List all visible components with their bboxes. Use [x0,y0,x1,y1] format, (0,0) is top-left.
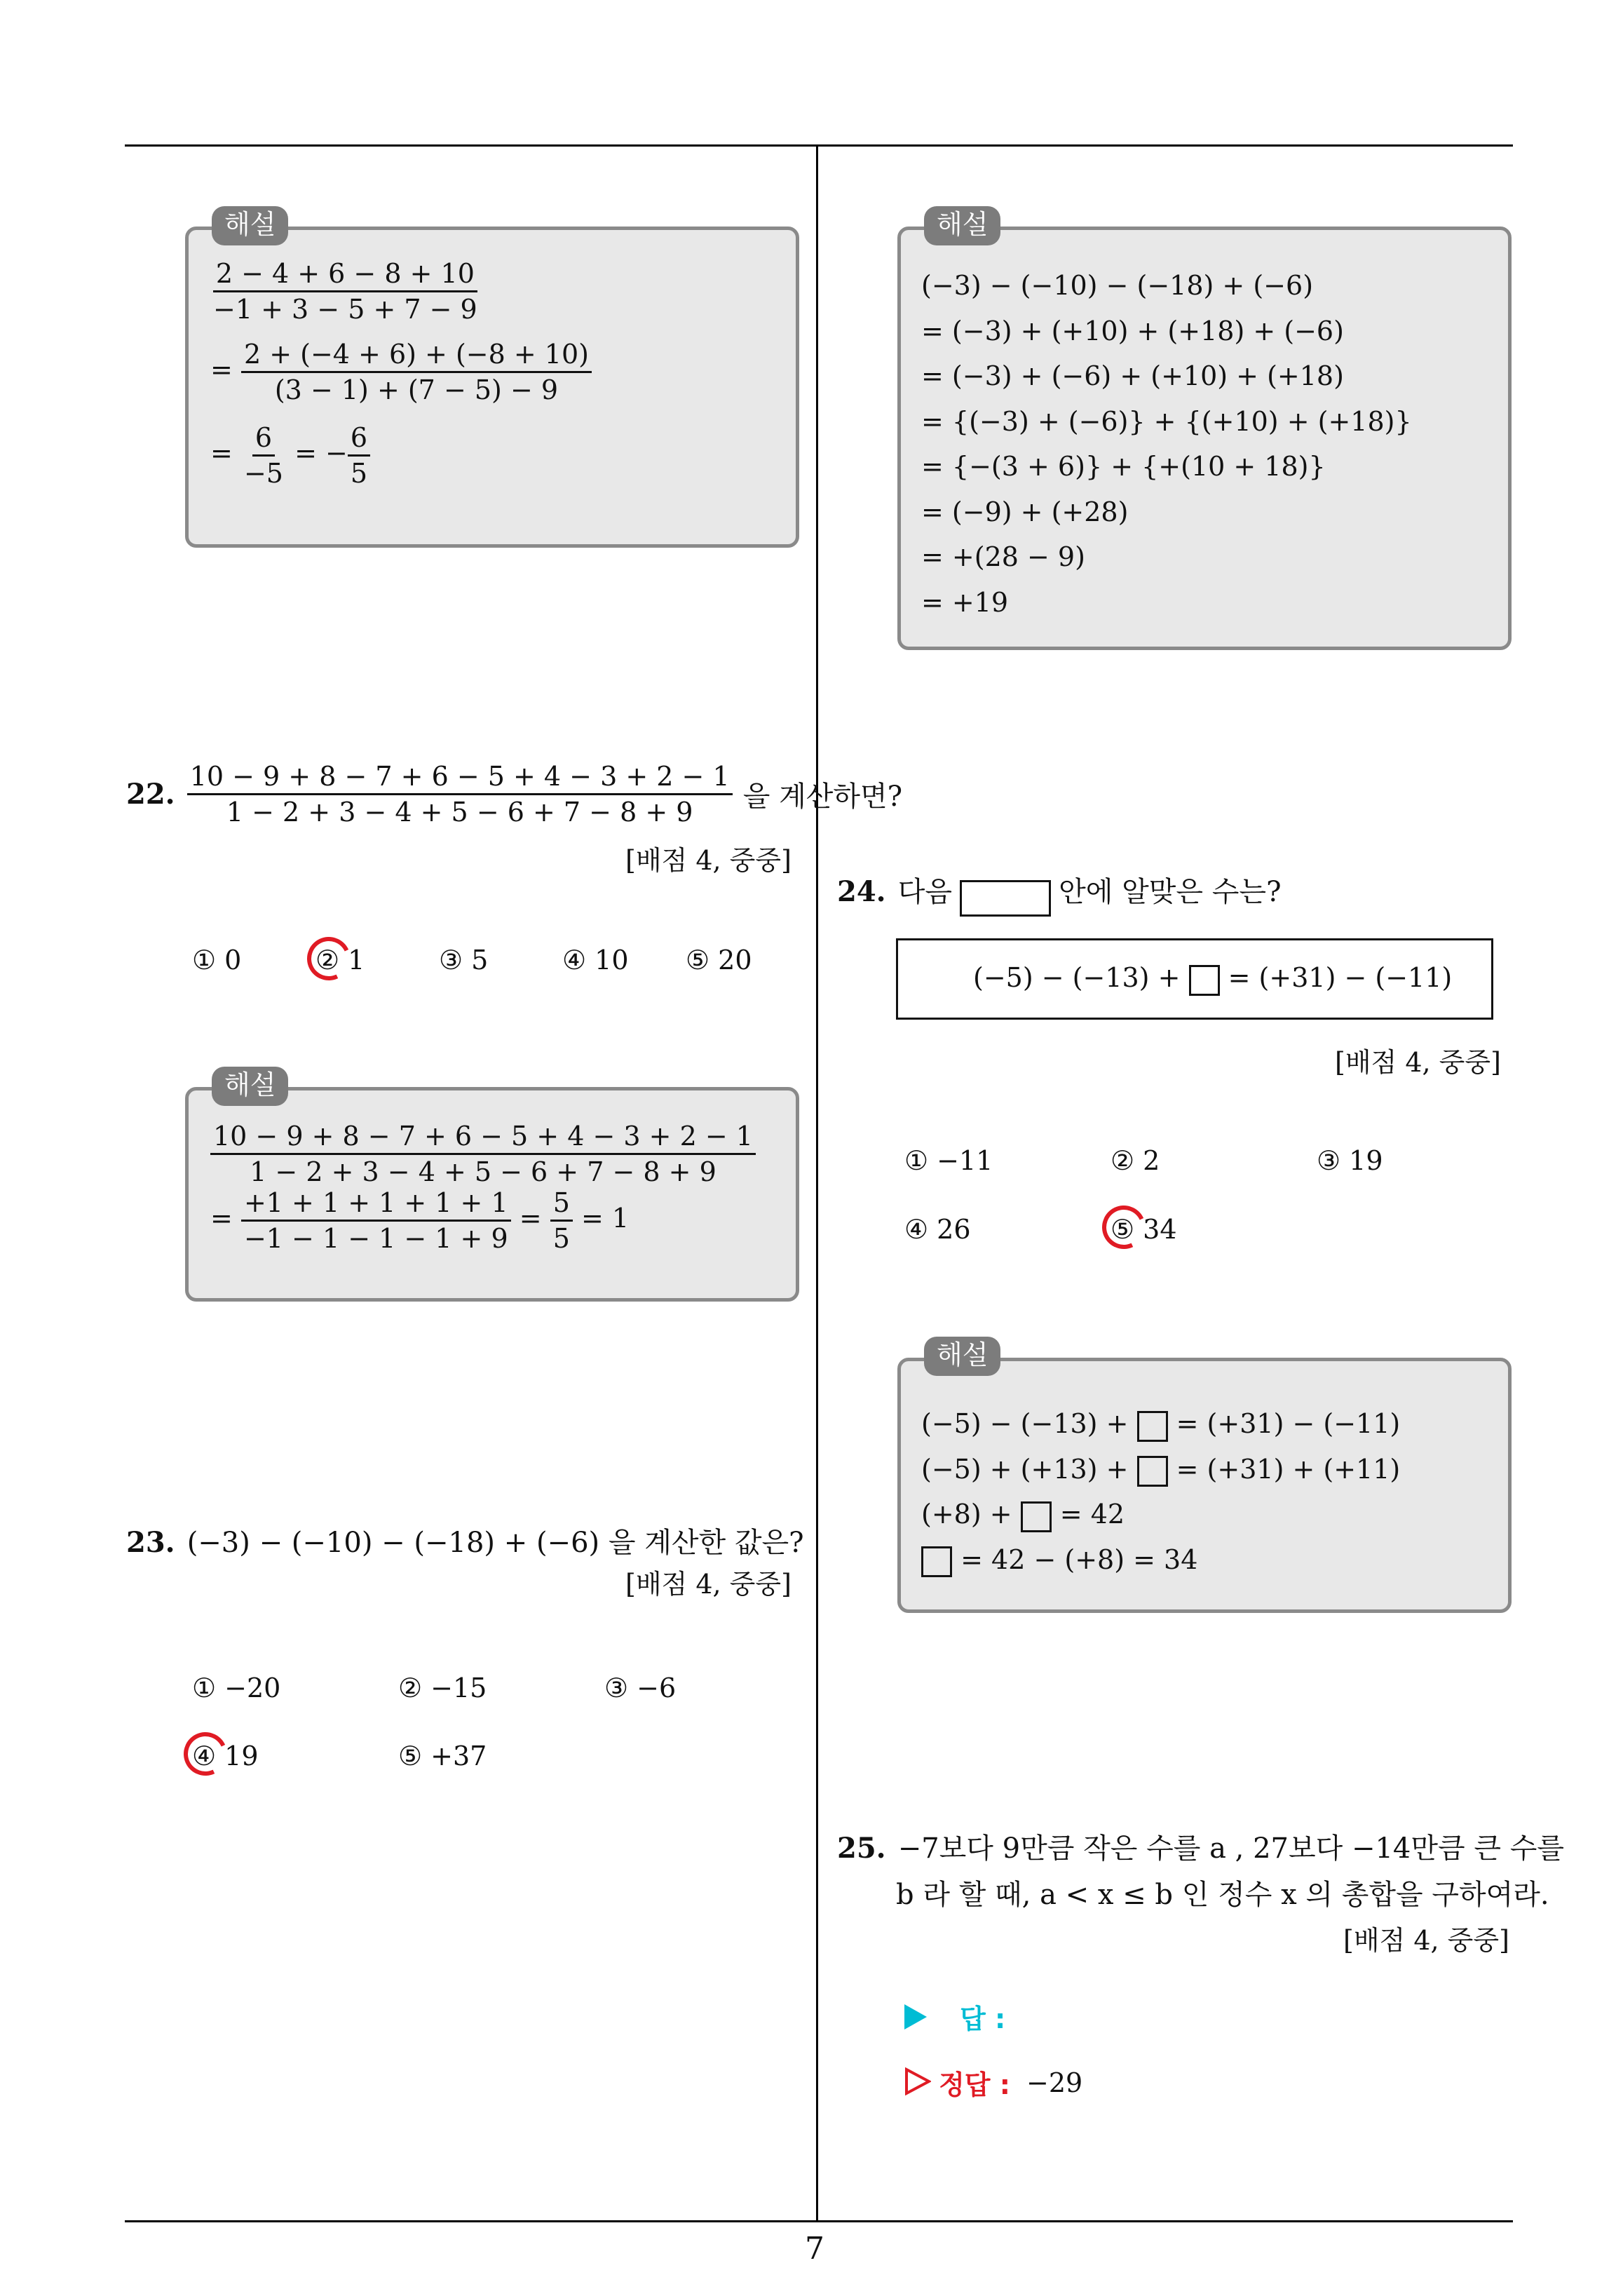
selected-answer-circle [301,931,356,986]
solution-tag: 해설 [212,206,288,245]
q22-option-4[interactable]: ④ 10 [562,945,629,975]
solution-line: = (−3) + (+10) + (+18) + (−6) [921,315,1344,346]
q23-option-4[interactable]: ④ 19 [192,1741,259,1771]
q23-option-3[interactable]: ③ −6 [604,1673,677,1703]
solution-tag: 해설 [924,1337,1000,1376]
correct-value: −29 [1026,2067,1083,2098]
page-number: 7 [805,2231,824,2267]
solution-22-content: $\frac{10 - 9 + 8 - 7 + 6 - 5 + 4 - 3 + 2 - 1}{1 - 2 + 3 - 4 + 5 - 6 + 7 - 8 + 9}$ = $\frac{+1 + 1 + 1 + 1 + 1}{-1 - 1 - 1 - 1 + 9}$ = $\frac{5}{5}$ = 1 [210,1121,756,1254]
q24-equation: (−5) − (−13) + = (+31) − (−11) [973,962,1452,996]
answer-label: 답 : [960,2004,1006,2034]
question-22: 22. $\frac{10 - 9 + 8 - 7 + 6 - 5 + 4 - 3 + 2 - 1}{1 - 2 + 3 - 4 + 5 - 6 + 7 - 8 + 9}$ 을 계산하면? [126,761,903,828]
solution-line: = {−(3 + 6)} + {+(10 + 18)} [921,451,1326,482]
blank-box [1021,1501,1052,1532]
solution-line: (−3) − (−10) − (−18) + (−6) [921,270,1314,301]
solution-line: = +19 [921,586,1009,618]
answer-row [904,1997,1005,2036]
blank-box [1137,1456,1168,1487]
q23-option-5[interactable]: ⑤ +37 [398,1741,487,1771]
solution-tag: 해설 [924,206,1000,245]
q24-option-3[interactable]: ③ 19 [1317,1145,1383,1176]
question-23-meta: [배점 4, 중중] [625,1569,792,1600]
question-24-meta: [배점 4, 중중] [1335,1047,1501,1078]
blank-box [921,1546,952,1577]
q22-option-2[interactable]: ② 1 [315,945,365,975]
question-22-fraction: $\frac{10 - 9 + 8 - 7 + 6 - 5 + 4 - 3 + 2 - 1}{1 - 2 + 3 - 4 + 5 - 6 + 7 - 8 + 9}$ [187,761,733,828]
q22-option-5[interactable]: ⑤ 20 [686,945,752,975]
play-icon [904,2004,927,2030]
solution-24-content: (−5) − (−13) + = (+31) − (−11) (−5) + (+13) + = (+31) + (+11) (+8) + = 42 = 42 − (+8) = 34 [921,1401,1400,1582]
question-23: 23. (−3) − (−10) − (−18) + (−6) 을 계산한 값은? [126,1526,804,1559]
question-24: 24. 다음 안에 알맞은 수는? [837,870,1282,917]
q24-option-2[interactable]: ② 2 [1111,1145,1160,1176]
fraction: $\frac{6}{-5}$ [243,422,283,489]
fraction: $\frac{6}{5}$ [348,422,370,489]
question-22-meta: [배점 4, 중중] [625,845,792,876]
q24-option-1[interactable]: ① −11 [904,1145,993,1176]
correct-label: 정답 : [939,2069,1010,2100]
solution-line: = (−3) + (−6) + (+10) + (+18) [921,360,1344,391]
q23-option-1[interactable]: ① −20 [192,1673,281,1703]
q22-option-3[interactable]: ③ 5 [439,945,489,975]
fraction: $\frac{10 - 9 + 8 - 7 + 6 - 5 + 4 - 3 + 2 - 1}{1 - 2 + 3 - 4 + 5 - 6 + 7 - 8 + 9}$ [210,1121,756,1187]
fraction: $\frac{+1 + 1 + 1 + 1 + 1}{-1 - 1 - 1 - 1 + 9}$ [241,1187,511,1254]
q23-option-2[interactable]: ② −15 [398,1673,487,1703]
blank-box [1137,1411,1168,1442]
blank-box [960,880,1051,917]
play-outline-icon [904,2067,931,2098]
blank-box [1189,965,1220,996]
solution-tag: 해설 [212,1067,288,1106]
question-25-meta: [배점 4, 중중] [1343,1925,1509,1956]
q24-option-4[interactable]: ④ 26 [904,1214,971,1245]
top-rule [125,144,1513,147]
question-25-line2: b 라 할 때, a < x ≤ b 인 정수 x 의 총합을 구하여라. [896,1879,1549,1911]
selected-answer-circle [177,1726,233,1781]
solution-line: = {(−3) + (−6)} + {(+10) + (+18)} [921,405,1412,437]
solution-line: = (−9) + (+28) [921,496,1129,527]
fraction: $\frac{5}{5}$ [550,1187,573,1254]
solution-23-content [921,263,1412,625]
q24-option-5[interactable]: ⑤ 34 [1111,1214,1177,1245]
fraction: $\frac{2 + (-4 + 6) + (-8 + 10)}{(3 - 1) + (7 - 5) - 9}$ [241,339,592,405]
question-25: 25. −7보다 9만큼 작은 수를 a , 27보다 −14만큼 큰 수를 [837,1832,1565,1865]
solution-21-content: $\frac{2 - 4 + 6 - 8 + 10}{-1 + 3 - 5 + 7 - 9}$ = $\frac{2 + (-4 + 6) + (-8 + 10)}{(3 - 1) + (7 - 5) - 9}$ = $\frac{6}{-5}$ = − $\frac{6}{5}$ [210,258,592,489]
q22-option-1[interactable]: ① 0 [192,945,242,975]
fraction: $\frac{2 - 4 + 6 - 8 + 10}{-1 + 3 - 5 + 7 - 9}$ [213,258,477,325]
correct-answer-row [904,2063,1082,2102]
bottom-rule [125,2220,1513,2222]
selected-answer-circle [1096,1199,1151,1255]
column-divider [816,144,818,2222]
solution-line: = +(28 − 9) [921,541,1085,572]
